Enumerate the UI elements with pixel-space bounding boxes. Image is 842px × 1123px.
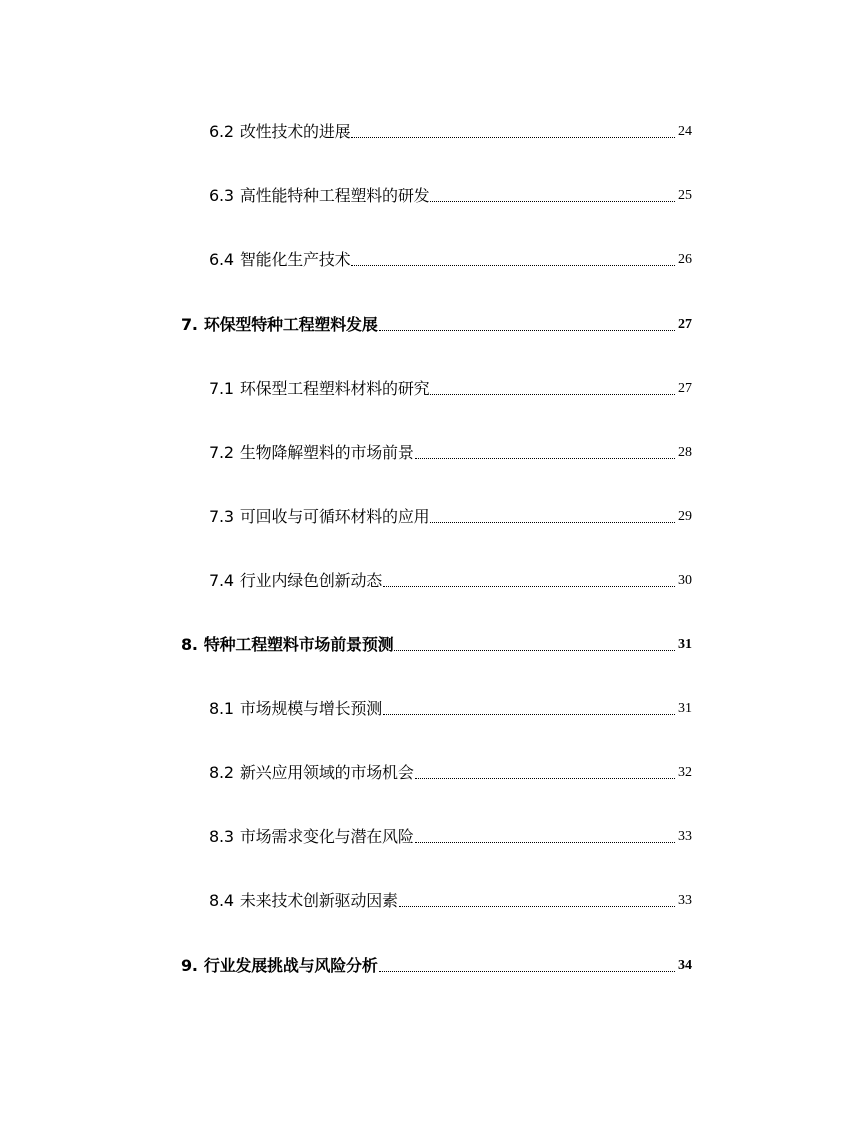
toc-entry-label: [209, 122, 350, 142]
toc-entry-title: 环保型工程塑料材料的研究: [239, 379, 430, 398]
toc-entry-label: [209, 571, 382, 591]
toc-entry-number: 7.2: [209, 443, 234, 462]
toc-entry-label: [209, 891, 398, 911]
toc-entry-7[interactable]: [0, 311, 842, 335]
toc-entry-title: 环保型特种工程塑料发展: [203, 315, 378, 334]
toc-entry-label: [209, 379, 429, 399]
dot-leader: [379, 971, 675, 972]
toc-entry-title: 未来技术创新驱动因素: [239, 891, 398, 910]
dot-leader: [430, 522, 675, 523]
toc-entry-page: 24: [678, 124, 692, 139]
toc-entry-6-2[interactable]: [0, 118, 842, 142]
dot-leader: [351, 137, 675, 138]
toc-entry-8[interactable]: [0, 631, 842, 655]
toc-entry-page: 32: [678, 765, 692, 780]
toc-entry-page: 28: [678, 445, 692, 460]
toc-entry-title: 高性能特种工程塑料的研发: [239, 186, 430, 205]
dot-leader: [430, 201, 675, 202]
toc-entry-7-2[interactable]: [0, 439, 842, 463]
toc-entry-7-1[interactable]: [0, 375, 842, 399]
toc-entry-7-4[interactable]: [0, 567, 842, 591]
toc-entry-8-2[interactable]: [0, 759, 842, 783]
dot-leader: [415, 458, 675, 459]
toc-entry-label: [181, 635, 393, 655]
toc-entry-title: 行业发展挑战与风险分析: [203, 956, 378, 975]
dot-leader: [383, 714, 675, 715]
toc-entry-title: 特种工程塑料市场前景预测: [203, 635, 394, 654]
toc-entry-title: 市场规模与增长预测: [239, 699, 383, 718]
toc-entry-label: [209, 699, 382, 719]
toc-entry-number: 8.4: [209, 891, 234, 910]
toc-entry-page: 31: [678, 701, 692, 716]
toc-entry-label: [181, 315, 378, 335]
toc-entry-page: 34: [678, 958, 692, 973]
toc-entry-number: 8.1: [209, 699, 234, 718]
toc-entry-9[interactable]: [0, 952, 842, 976]
dot-leader: [415, 778, 675, 779]
toc-entry-number: 8.3: [209, 827, 234, 846]
toc-entry-page: 27: [678, 317, 692, 332]
dot-leader: [379, 330, 675, 331]
toc-entry-page: 27: [678, 381, 692, 396]
toc-entry-page: 31: [678, 637, 692, 652]
toc-entry-page: 25: [678, 188, 692, 203]
toc-entry-number: 7.1: [209, 379, 234, 398]
toc-entry-number: 6.3: [209, 186, 234, 205]
dot-leader: [430, 394, 675, 395]
toc-entry-number: 6.2: [209, 122, 234, 141]
toc-entry-label: [209, 827, 414, 847]
toc-entry-number: 7.: [181, 315, 198, 334]
toc-entry-number: 7.4: [209, 571, 234, 590]
toc-entry-label: [209, 443, 414, 463]
dot-leader: [399, 906, 675, 907]
toc-entry-number: 6.4: [209, 250, 234, 269]
dot-leader: [351, 265, 675, 266]
toc-entry-8-3[interactable]: [0, 823, 842, 847]
toc-entry-title: 改性技术的进展: [239, 122, 351, 141]
toc-entry-6-3[interactable]: [0, 182, 842, 206]
toc-entry-page: 30: [678, 573, 692, 588]
toc-entry-number: 8.: [181, 635, 198, 654]
toc-entry-page: 33: [678, 893, 692, 908]
dot-leader: [394, 650, 675, 651]
toc-entry-8-4[interactable]: [0, 887, 842, 911]
dot-leader: [383, 586, 675, 587]
toc-entry-8-1[interactable]: [0, 695, 842, 719]
toc-entry-page: 33: [678, 829, 692, 844]
toc-entry-title: 生物降解塑料的市场前景: [239, 443, 414, 462]
toc-entry-title: 行业内绿色创新动态: [239, 571, 383, 590]
toc-entry-6-4[interactable]: [0, 246, 842, 270]
toc-entry-label: [181, 956, 378, 976]
toc-entry-number: 7.3: [209, 507, 234, 526]
toc-entry-label: [209, 250, 350, 270]
toc-entry-number: 8.2: [209, 763, 234, 782]
toc-entry-title: 市场需求变化与潜在风险: [239, 827, 414, 846]
toc-entry-title: 新兴应用领域的市场机会: [239, 763, 414, 782]
toc-entry-7-3[interactable]: [0, 503, 842, 527]
toc-entry-number: 9.: [181, 956, 198, 975]
dot-leader: [415, 842, 675, 843]
toc-entry-label: [209, 186, 429, 206]
toc-entry-page: 29: [678, 509, 692, 524]
toc-entry-title: 可回收与可循环材料的应用: [239, 507, 430, 526]
toc-entry-label: [209, 763, 414, 783]
toc-entry-page: 26: [678, 252, 692, 267]
toc-entry-title: 智能化生产技术: [239, 250, 351, 269]
toc-entry-label: [209, 507, 429, 527]
